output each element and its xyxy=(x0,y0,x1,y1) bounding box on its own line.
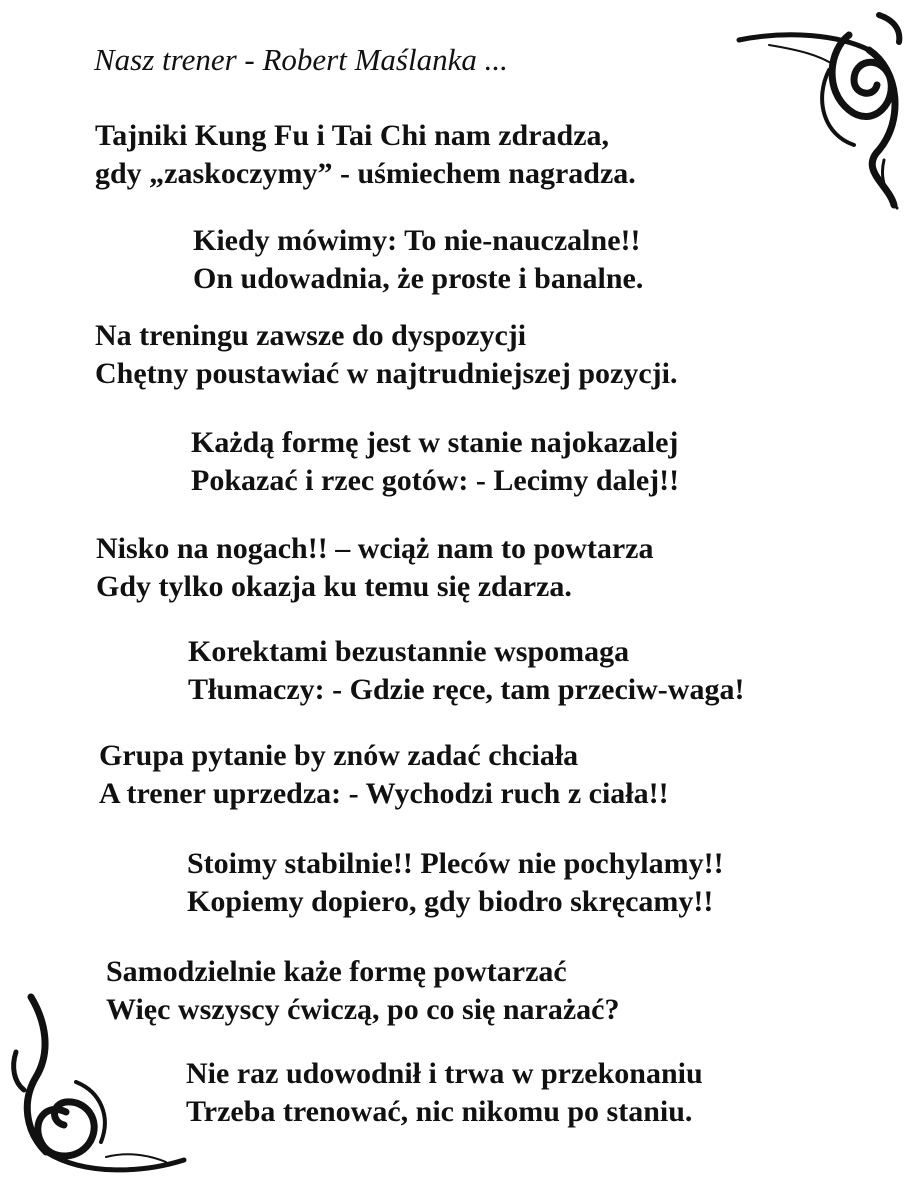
poem-line: Nisko na nogach!! – wciąż nam to powtarza xyxy=(96,532,654,565)
stanza-1 xyxy=(95,117,636,193)
poem-line: Kopiemy dopiero, gdy biodro skręcamy!! xyxy=(187,885,714,918)
poem-line: gdy „zaskoczymy” - uśmiechem nagradza. xyxy=(95,157,636,190)
poem-line: Grupa pytanie by znów zadać chciała xyxy=(99,739,579,772)
stanza-4 xyxy=(191,424,679,500)
poem-line: Gdy tylko okazja ku temu się zdarza. xyxy=(96,570,572,603)
stanza-2 xyxy=(193,222,643,298)
stanza-10 xyxy=(186,1055,703,1131)
stanza-5 xyxy=(96,530,653,606)
poem-title: Nasz trener - Robert Maślanka ... xyxy=(94,42,508,77)
poem-line: Każdą formę jest w stanie najokazalej xyxy=(191,426,679,459)
poem-line: Tłumaczy: - Gdzie ręce, tam przeciw-waga! xyxy=(188,673,745,706)
poem-line: Na treningu zawsze do dyspozycji xyxy=(95,319,527,352)
poem-line: Więc wszyscy ćwiczą, po co się narażać? xyxy=(106,993,620,1026)
corner-ornament-top-right xyxy=(729,10,909,210)
stanza-3 xyxy=(95,317,677,393)
stanza-6 xyxy=(188,633,744,709)
poem-line: A trener uprzedza: - Wychodzi ruch z ciała!! xyxy=(99,777,669,810)
poem-line: Korektami bezustannie wspomaga xyxy=(188,635,630,668)
poem-line: Stoimy stabilnie!! Pleców nie pochylamy!! xyxy=(187,847,724,880)
poem-line: Chętny poustawiać w najtrudniejszej pozycji. xyxy=(95,357,678,390)
poem-line: Samodzielnie każe formę powtarzać xyxy=(106,955,567,988)
stanza-8 xyxy=(187,845,724,921)
poem-line: Nie raz udowodnił i trwa w przekonaniu xyxy=(186,1057,703,1090)
poem-line: On udowadnia, że proste i banalne. xyxy=(193,262,644,295)
poem-line: Tajniki Kung Fu i Tai Chi nam zdradza, xyxy=(95,119,610,152)
stanza-7 xyxy=(99,737,669,813)
stanza-9 xyxy=(106,953,619,1029)
poem-line: Trzeba trenować, nic nikomu po staniu. xyxy=(186,1095,693,1128)
poem-line: Pokazać i rzec gotów: - Lecimy dalej!! xyxy=(191,464,680,497)
poem-line: Kiedy mówimy: To nie-nauczalne!! xyxy=(193,224,641,257)
